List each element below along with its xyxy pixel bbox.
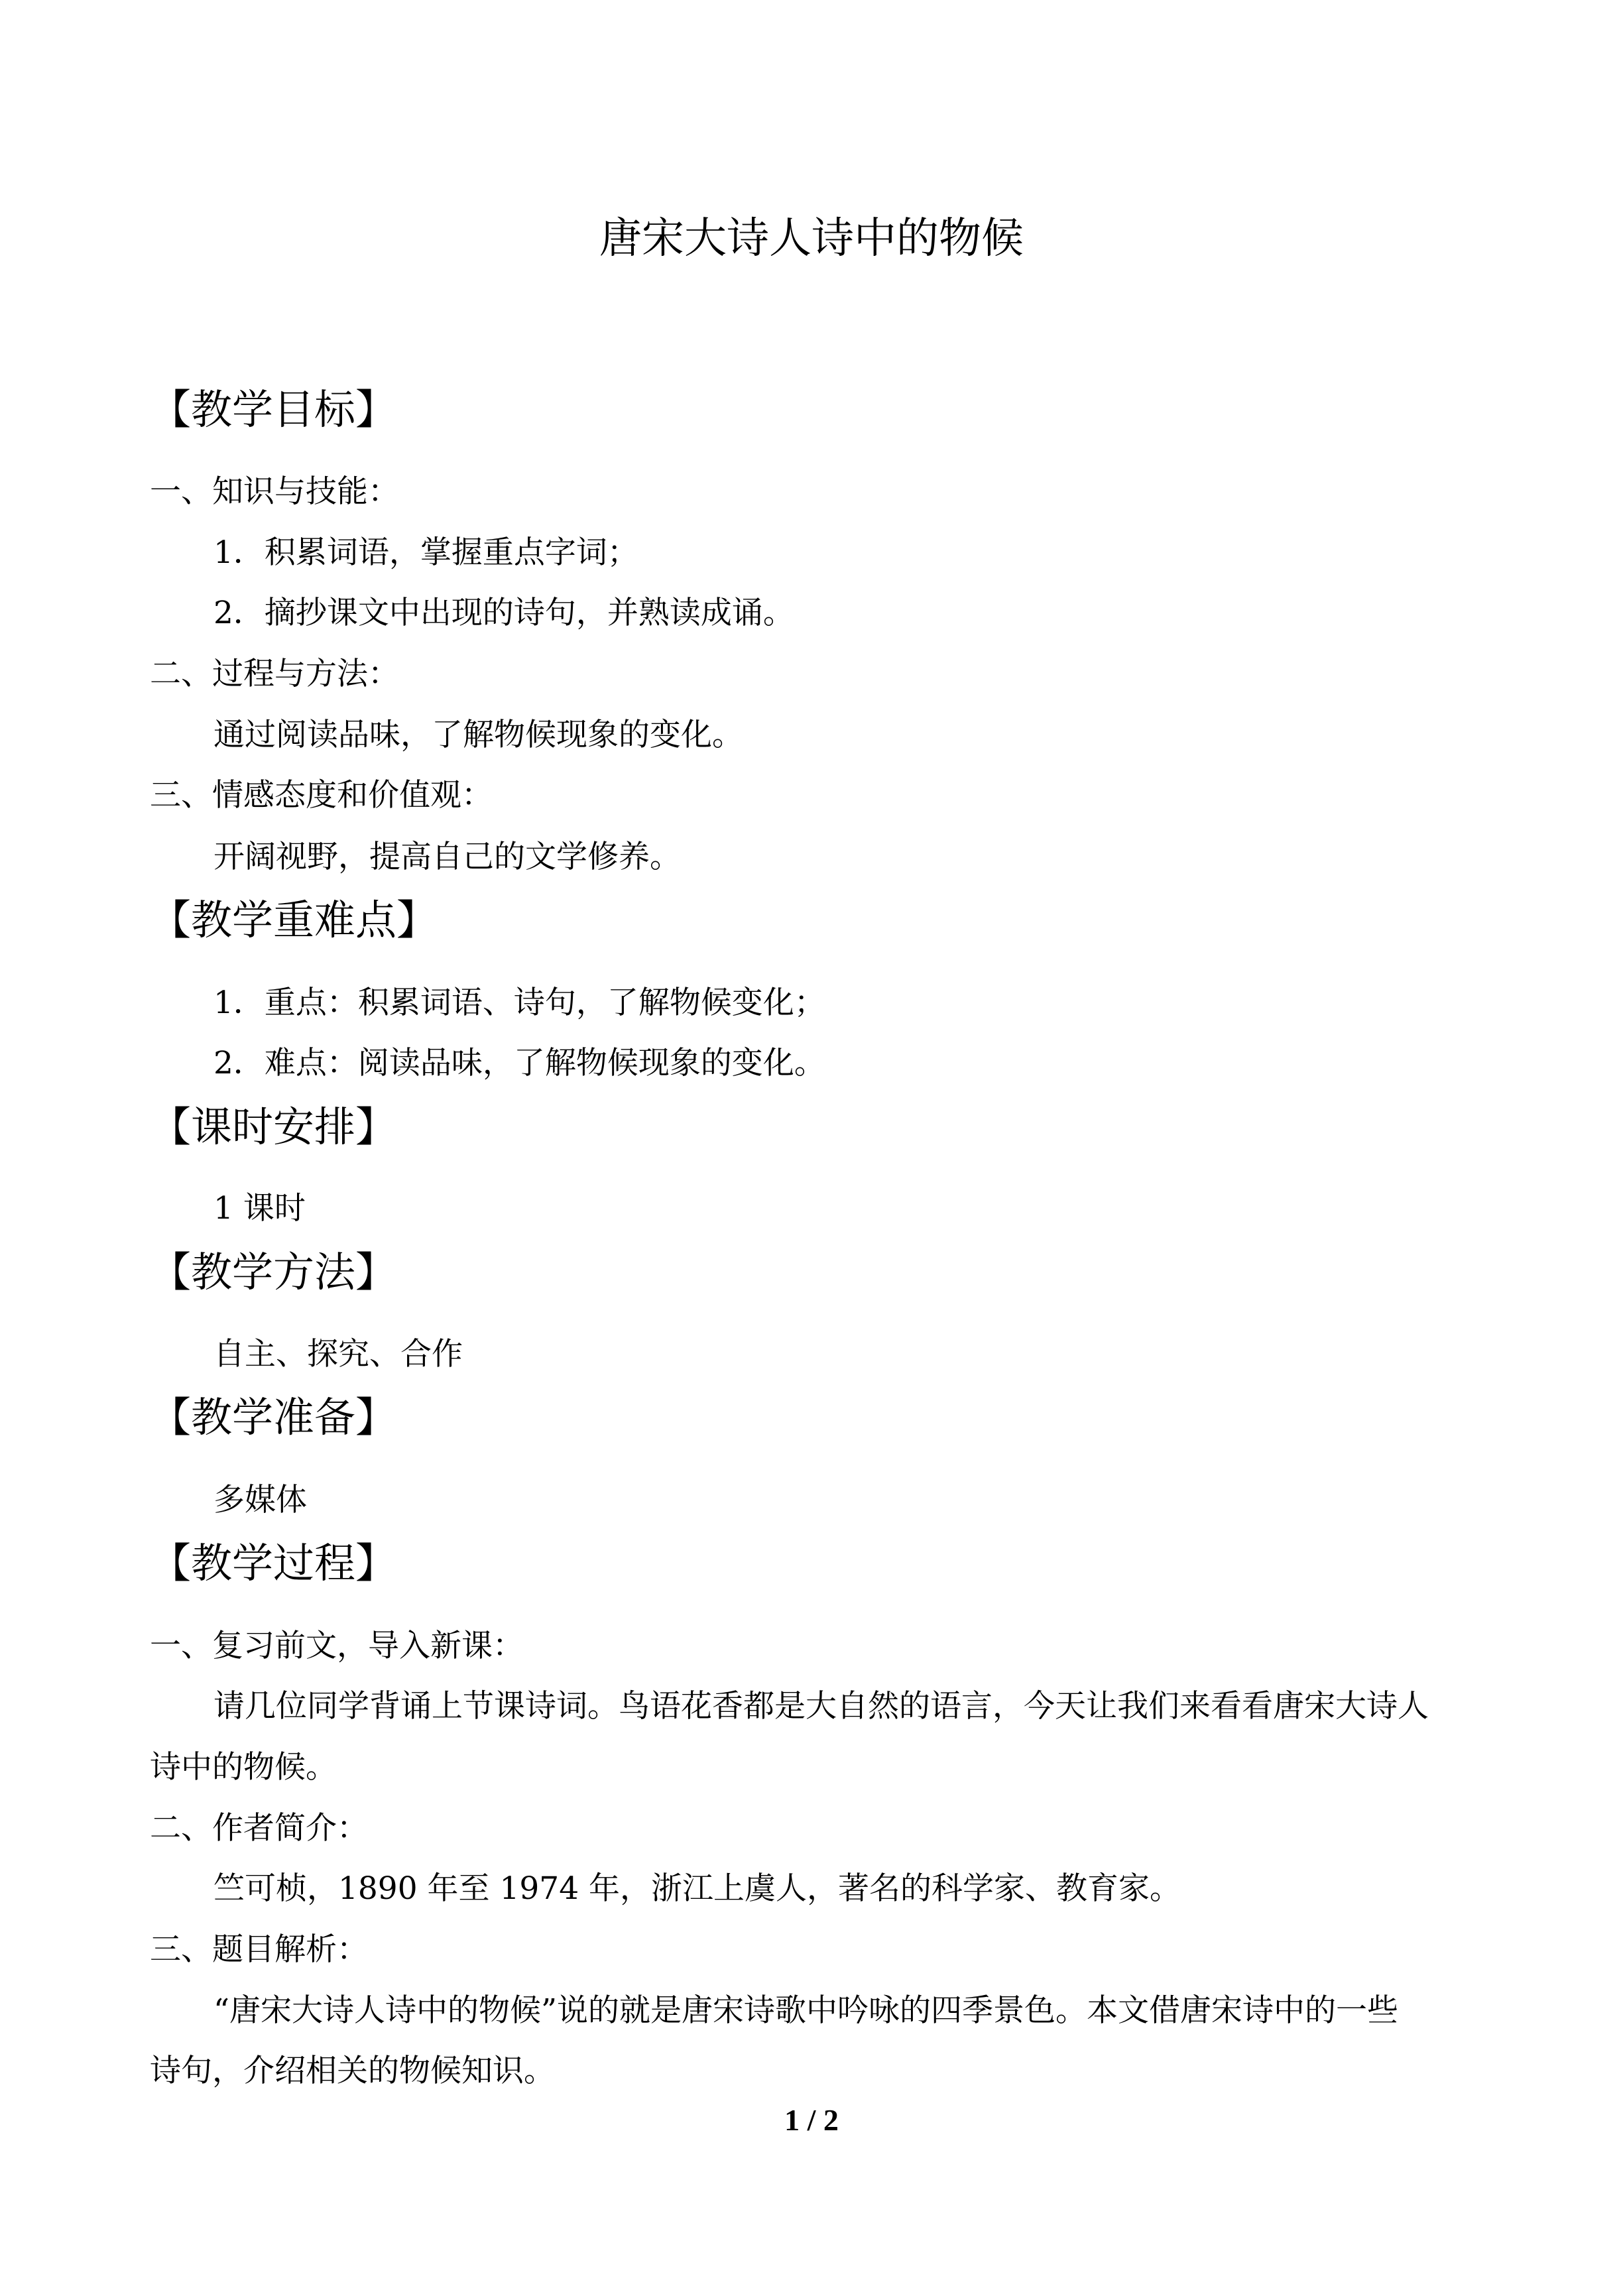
- author-text: 竺可桢，1890 年至 1974 年，浙江上虞人，著名的科学家、教育家。: [213, 1870, 1181, 1907]
- heading-methods: 【教学方法】: [150, 1248, 397, 1296]
- heading-schedule: 【课时安排】: [150, 1103, 397, 1151]
- analysis-line-2: 诗句，介绍相关的物候知识。: [150, 2053, 555, 2089]
- heading-preparation: 【教学准备】: [150, 1393, 397, 1441]
- methods-text: 自主、探究、合作: [213, 1336, 463, 1372]
- heading-procedure: 【教学过程】: [150, 1539, 397, 1587]
- analysis-label: 三、题目解析：: [150, 1931, 368, 1968]
- process-label: 二、过程与方法：: [150, 656, 399, 692]
- knowledge-label: 一、知识与技能：: [150, 473, 399, 510]
- knowledge-item-1: 1．积累词语，掌握重点字词；: [213, 534, 638, 571]
- review-line-2: 诗中的物候。: [150, 1749, 337, 1785]
- heading-objectives: 【教学目标】: [150, 385, 397, 434]
- review-line-1: 请几位同学背诵上节课诗词。鸟语花香都是大自然的语言，今天让我们来看看唐宋大诗人: [213, 1688, 1429, 1724]
- schedule-text: 1 课时: [213, 1190, 306, 1227]
- emotion-text: 开阔视野，提高自己的文学修养。: [213, 839, 681, 875]
- heading-key-points: 【教学重难点】: [150, 896, 438, 944]
- key-point-1: 1．重点：积累词语、诗句，了解物候变化；: [213, 985, 825, 1021]
- emotion-label: 三、情感态度和价值观：: [150, 777, 493, 814]
- preparation-text: 多媒体: [213, 1482, 307, 1518]
- key-point-2: 2．难点：阅读品味，了解物候现象的变化。: [213, 1045, 825, 1081]
- document-title: 唐宋大诗人诗中的物候: [599, 214, 1024, 263]
- author-label: 二、作者简介：: [150, 1810, 368, 1846]
- process-text: 通过阅读品味，了解物候现象的变化。: [213, 717, 743, 753]
- review-label: 一、复习前文，导入新课：: [150, 1628, 524, 1664]
- analysis-line-1: “唐宋大诗人诗中的物候”说的就是唐宋诗歌中吟咏的四季景色。本文借唐宋诗中的一些: [213, 1992, 1399, 2029]
- page-number: 1 / 2: [784, 2103, 839, 2137]
- knowledge-item-2: 2．摘抄课文中出现的诗句，并熟读成诵。: [213, 595, 794, 631]
